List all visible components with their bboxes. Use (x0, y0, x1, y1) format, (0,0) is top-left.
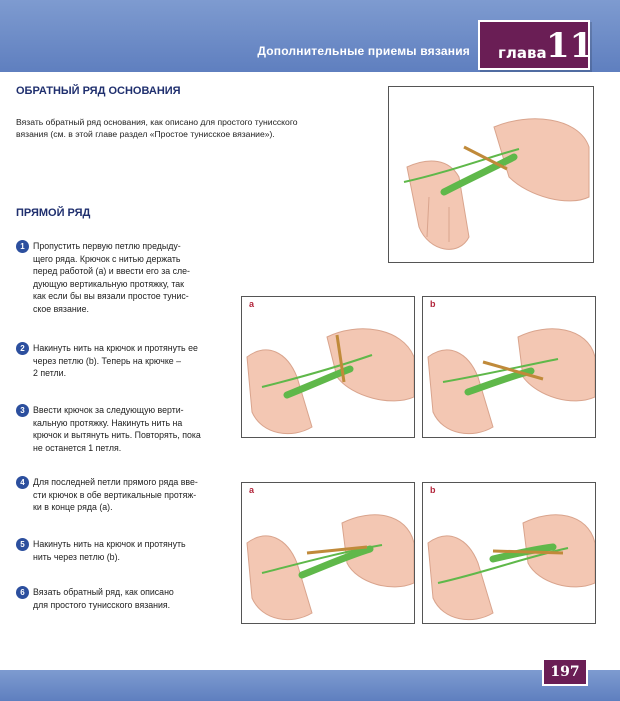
header-title: Дополнительные приемы вязания (257, 44, 470, 58)
photo-step-a-row2 (241, 482, 415, 624)
step-3 (16, 404, 226, 456)
page-number: 197 (550, 664, 580, 680)
step-number: 5 (16, 538, 29, 551)
step-line: как если бы вы вязали простое тунис- (33, 291, 189, 301)
photo-step-b-row2 (422, 482, 596, 624)
chapter-badge (478, 20, 594, 70)
step-number: 3 (16, 404, 29, 417)
page-number-badge (542, 658, 588, 686)
photo-label: a (249, 485, 255, 495)
step-line: Пропустить первую петлю предыду- (33, 241, 181, 251)
step-text (33, 240, 228, 315)
page-footer (0, 670, 620, 701)
step-5 (16, 538, 226, 566)
step-line: через петлю (b). Теперь на крючке – (33, 355, 182, 366)
step-line: 2 петли. (33, 368, 67, 378)
step-text (33, 586, 228, 611)
step-line: ское вязание. (33, 303, 89, 314)
hands-crochet-illustration (242, 483, 415, 624)
hands-crochet-illustration (423, 297, 596, 438)
step-4 (16, 476, 226, 516)
step-text (33, 476, 228, 514)
chapter-number: 11 (546, 26, 594, 66)
step-line: не останется 1 петля. (33, 442, 122, 453)
text-line: Вязать обратный ряд основания, как описано для простого тунисского (16, 117, 298, 127)
step-line: Ввести крючок за следующую верти- (33, 405, 184, 415)
step-2 (16, 342, 226, 382)
section-base-return-text (16, 116, 376, 140)
step-number: 1 (16, 240, 29, 253)
step-line: перед работой (a) и ввести его за сле- (33, 266, 190, 276)
photo-base-return-row (388, 86, 594, 263)
photo-step-a-row1 (241, 296, 415, 438)
step-text (33, 404, 228, 454)
step-text (33, 342, 228, 380)
step-line: кальную протяжку. Накинуть нить на (33, 417, 183, 428)
step-line: Для последней петли прямого ряда вве- (33, 477, 198, 487)
step-line: нить через петлю (b). (33, 551, 120, 562)
step-line: дующую вертикальную протяжку, так (33, 278, 185, 289)
step-line: для простого тунисского вязания. (33, 599, 171, 610)
step-line: Вязать обратный ряд, как описано (33, 587, 174, 597)
section-title-base-return-row: ОБРАТНЫЙ РЯД ОСНОВАНИЯ (16, 85, 181, 97)
chapter-word: глава (498, 44, 547, 62)
photo-step-b-row1 (422, 296, 596, 438)
text-line: вязания (см. в этой главе раздел «Простое тунисское вязание»). (16, 129, 275, 139)
step-line: Накинуть нить на крючок и протянуть ее (33, 343, 198, 353)
step-number: 6 (16, 586, 29, 599)
photo-label: b (430, 485, 436, 495)
hands-crochet-illustration (423, 483, 596, 624)
hands-crochet-illustration (242, 297, 415, 438)
step-number: 2 (16, 342, 29, 355)
step-number: 4 (16, 476, 29, 489)
step-text (33, 538, 228, 563)
hands-crochet-illustration (389, 87, 594, 263)
step-line: крючок и вытянуть нить. Повторять, пока (33, 430, 201, 440)
step-line: ки в конце ряда (a). (33, 502, 113, 512)
photo-label: a (249, 299, 255, 309)
photo-label: b (430, 299, 436, 309)
step-6 (16, 586, 226, 614)
step-1 (16, 240, 226, 320)
step-line: щего ряда. Крючок с нитью держать (33, 253, 181, 264)
step-line: Накинуть нить на крючок и протянуть (33, 539, 186, 549)
section-title-forward-row: ПРЯМОЙ РЯД (16, 207, 91, 219)
step-line: сти крючок в обе вертикальные протяж- (33, 489, 197, 500)
